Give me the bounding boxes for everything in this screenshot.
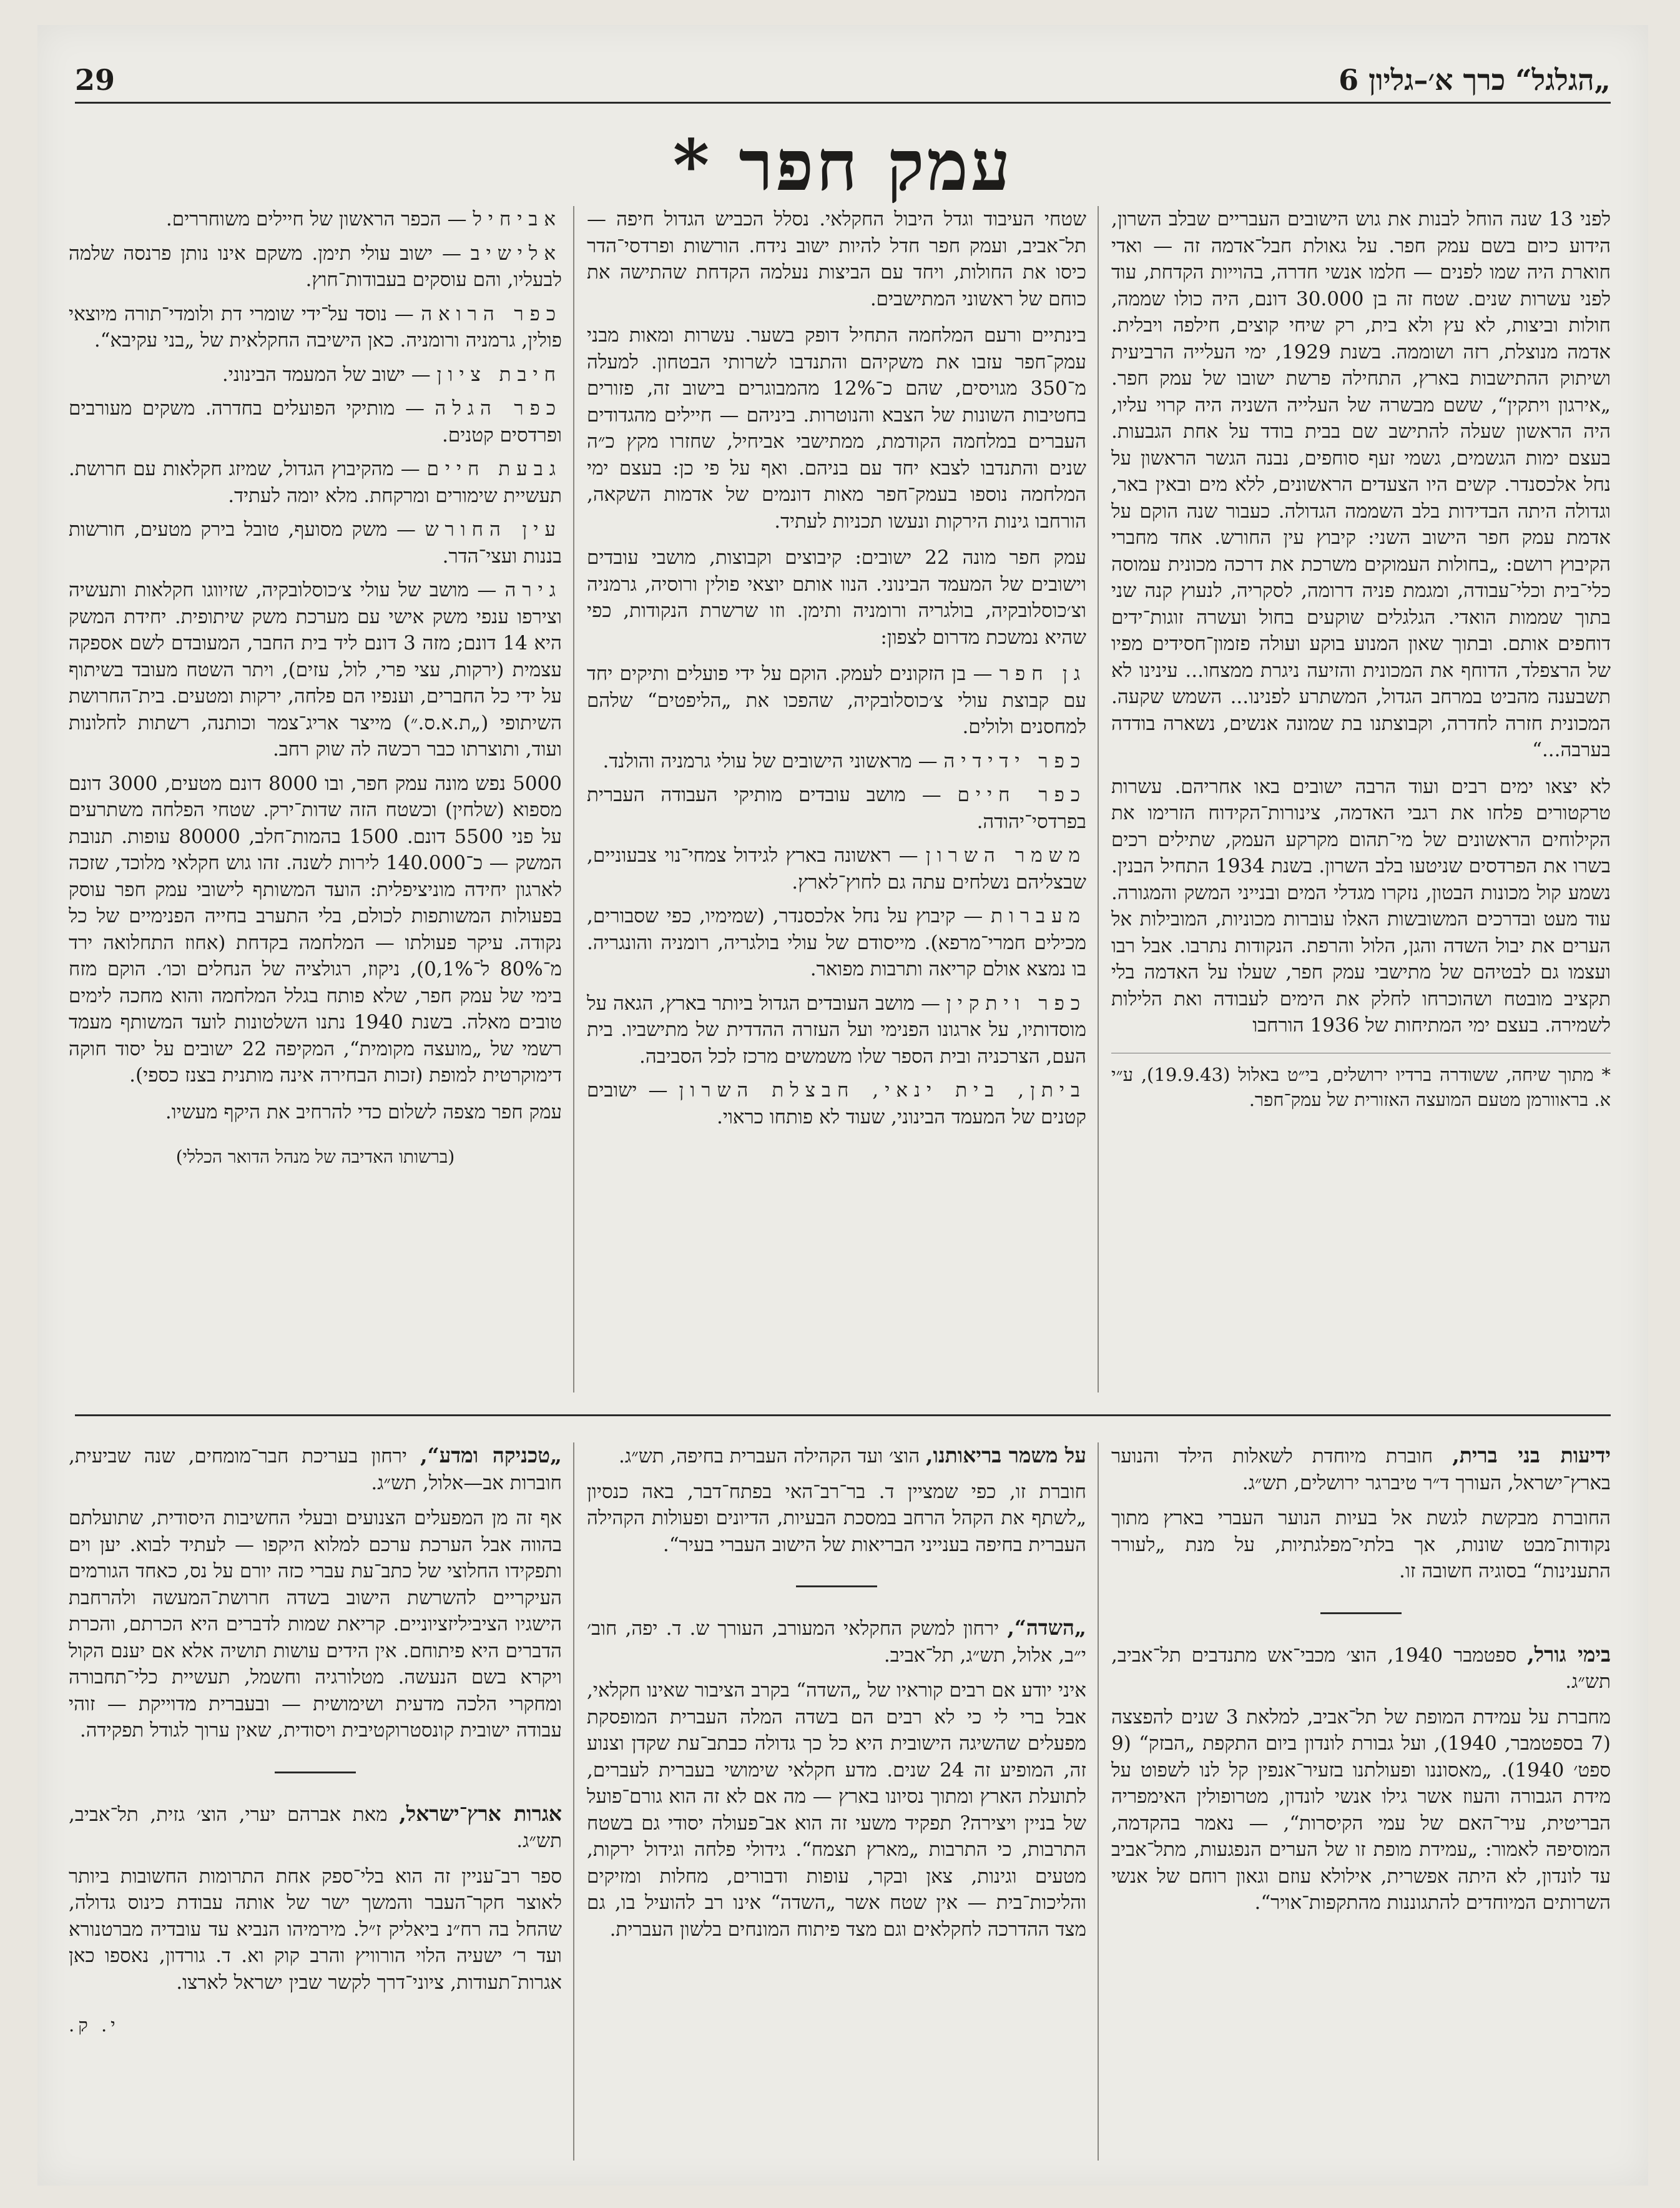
article-paragraph: שטחי העיבוד וגדל היבול החקלאי. נסלל הכביש הגדול חיפה — תל־אביב, ועמק חפר חדל להיות ישוב נידח. הורשות ופרדסי־הדר כיסו את החולות, ויחד עם הביצות נעלמה הקדחת שהתישה את כוחם של ראשוני המתישבים. [587,208,1086,310]
dash-separator: — [905,784,958,806]
settlement-entry [587,1077,1086,1130]
settlement-name: כפר ויתקין [946,992,1086,1015]
article-column-left [69,206,562,1399]
settlement-name: אביחיל [473,208,562,230]
review-body [69,1863,562,1996]
settlement-list [69,206,562,763]
settlement-description: נוסד על־ידי שומרי דת ולומדי־תורה מיוצאי פולין, גרמניה ורומניה. כאן הישיבה החקלאית של „בני עקיבא“. [69,302,562,352]
review-title: „השדה“, [1007,1615,1086,1640]
review-citation [1111,1442,1611,1496]
review-text: אף זה מן המפעלים הצנועים ובעלי החשיבות היסודית, שתועלתם בהווה אבל הערכת ערכם למלוא היקפו — לעתיד לבוא. יען וים ותפקידו החלוצי של כתב־עת עברי כזה יורם על נס, כאחד הגורמים העיקריים להשרשת הישוב בשדה חרושת־המעשה ולהרחבת הישגיו הציביליזציוניים. קריאת שמות לדברים היא הכרתם, והכרת הדברים היא פיתוחם. אין הידים עושות תושיה אלא אם יענם הקול ויקרא בשם הנעשה. מטלורגיה וחשמל, תעשיית כלי־תחבורה ומחקרי הלכה מדעית ושימושית — ובעברית מדוייקת — זוהי עבודה ישובית קונסטרוקטיבית ויסודית, שאין ערוך לגודל תפקידה. [69,1507,562,1742]
settlement-description: ישוב עולי תימן. משקם אינו נותן פרנסה שלמה לבעליו, והם עוסקים בעבודות־חוץ. [69,242,562,291]
publication-issue: „הגלגל“ כרך א׳–גליון 6 [1339,63,1611,97]
dash-separator: — [387,302,421,325]
settlement-entry [69,206,562,233]
settlement-entry [587,842,1086,895]
review-text: מאת אברהם יערי, הוצ׳ גזית, תל־אביב, תש״ג. [69,1803,562,1852]
article-column-right [1111,206,1611,1399]
review-separator [796,1585,877,1587]
settlement-name: עין החורש [425,518,562,541]
settlement-entry [587,990,1086,1070]
settlement-entry [587,748,1086,775]
dash-separator: — [911,749,944,772]
settlement-name: גירה [504,579,562,601]
review-title: אגרות ארץ־ישראל, [399,1801,562,1826]
review-separator [275,1772,356,1773]
review-title: ידיעות בני ברית, [1452,1443,1611,1467]
settlement-description: קיבוץ על נחל אלכסנדר, (שמימיו, כפי שסבורים, מכילים חמרי־מרפא). מייסודם של עולי בולגריה, רומניה והונגריה. בו נמצא אולם קריאה ותרבות מפואר. [587,905,1086,980]
review-citation [587,1615,1086,1668]
dash-separator: — [469,579,505,601]
footnote: * מתוך שיחה, ששודרה ברדיו ירושלים, בי״ט באלול (19.9.43), ע״י א. בראוורמן מטעם המועצה האזורית של עמק־חפר. [1111,1053,1611,1112]
settlement-description: ישוב של המעמד הבינוני. [222,363,405,386]
running-header [75,47,1611,104]
magazine-page [37,25,1648,2186]
settlement-entry [587,782,1086,835]
settlement-name: גן חפר [999,663,1086,685]
article-column-middle [587,206,1086,1399]
article-title: עמק חפר * [672,125,1013,207]
article-paragraph: עמק חפר מונה 22 ישובים: קיבוצים וקבוצות, מושבי עובדים וישובים של המעמד הבינוני. הנוו אותם יוצאי פולין ורוסיה, גרמניה וצ׳כוסלובקיה, בולגריה ורומניה ותימן. וזו שרשרת הנקודות, כפי שהיא נמשכת מדרום לצפון: [587,546,1086,649]
settlement-description: ישובים קטנים של המעמד הבינוני, שעוד לא פותחו כראוי. [587,1079,1086,1128]
review-text: חוברת מיוחדת לשאלות הילד והנוער בארץ־ישראל, העורך ד״ר טיברגר ירושלים, תש״ג. [1111,1445,1611,1494]
settlement-description: מושב העובדים הגדול ביותר בארץ, הגאה על מוסדותיו, על ארגונו הפנימי ועל העזרה ההדדית של מתישביו. בית העם, הצרכניה ובית הספר שלו משמשים מרכז לכל הסביבה. [587,992,1086,1068]
review-citation [69,1442,562,1496]
settlement-description: בן הזקונים לעמק. הוקם על ידי פועלים ותיקים יחד עם קבוצת עולי צ׳כוסלובקיה, שהפכו את „הליפטים“ שלהם למחסנים ולולים. [587,663,1086,738]
dash-separator: — [441,208,473,230]
settlement-name: כפר הגלה [435,397,562,420]
column-divider [573,1442,574,2161]
reviewer-signature: י. ק. [69,2014,119,2036]
review-text: איני יודע אם רבים קוראיו של „השדה“ בקרב הציבור שאינו חקלאי, אבל ברי לי כי לא רבים הם בשדה המלה העברית המופסקת מפעלים שהשיגה הישובית היא כל כך גדולה כבתב־עת שקדן וצנוע זה, המופיע זה 24 שנים. מדע חקלאי שימושי בעברית לעברים, לתועלת הארץ ומתוך נסיונו בארץ — מה אם לא זה הוא גורם־פועל של בניין ויצירה? תפקיד משעי זה הוא אב־פעולה יסודי גם בשטח התרבות, כי התרבות „מארץ תצמח“. גידולי פלחה וגידול ירקות, מטעים וגינות, צאן ובקר, עופות ודבורים, מחלות ומזיקים והליכות־בית — אין שטח אשר „השדה“ אינו רב להועיל בו, גם מצד ההדרכה לחקלאים וגם מצד פיתוח המונחים בלשון העברית. [587,1679,1086,1941]
dash-separator: — [433,242,471,265]
settlement-name: כפר חיים [957,784,1086,806]
credit-line: (ברשותו האדיבה של מנהל הדואר הכללי) [175,1146,455,1167]
dash-separator: — [955,905,991,927]
dash-separator: — [387,518,425,541]
review-text: ספטמבר 1940, הוצ׳ מכבי־אש מתנדבים תל־אביב, תש״ג. [1111,1644,1611,1693]
review-text: החוברת מבקשת לגשת אל בעיות הנוער העברי בארץ מתוך נקודות־מבט שונות, אך בלתי־מפלגתיות, על מנת „לעורר התענינות“ בסוגיה חשובה זו. [1111,1507,1611,1582]
settlement-name: מעברות [991,905,1086,927]
settlement-entry [69,516,562,569]
page-number: 29 [75,63,115,97]
dash-separator: — [891,844,926,867]
settlement-description: מראשוני הישובים של עולי גרמניה והולנד. [602,749,912,772]
review-citation [587,1442,1086,1470]
dash-separator: — [915,992,946,1015]
dash-separator: — [405,363,437,386]
review-title: „טכניקה ומדע“, [420,1443,562,1467]
settlement-entry [69,240,562,293]
review-citation [69,1801,562,1855]
dash-separator: — [966,663,1000,685]
settlement-description: מותיקי הפועלים בחדרה. משקים מעורבים ופרדסים קטנים. [69,397,562,446]
review-body [69,1505,562,1744]
settlement-entry [587,661,1086,741]
review-text: ירחון בעריכת חבר־מומחים, שנה שביעית, חוברות אב—אלול, תש״ג. [69,1445,562,1494]
column-divider [573,206,574,1392]
settlement-entry [69,456,562,509]
article-paragraph: 5000 נפש מונה עמק חפר, ובו 8000 דונם מטעים, 3000 דונם מספוא (שלחין) וכשטח הזה שדות־ירק. שטחי הפלחה משתרעים על פני 5500 דונם. 1500 בהמות־חלב, 80000 עופות. תנובת המשק — כ־140.000 לירות לשנה. זהו גוש חקלאי מלוכד, שזכה לארגון יחידה מוניציפלית: הועד המשותף לישובי עמק חפר עוסק בפעולות המשותפות לכולם, בלי התערב בחייה הפנימיים של כל נקודה. עיקר פעולתו — המלחמה בקדחת (אחוז התחלואה ירד מ־80% ל־0,1%), ניקוז, רגולציה של הנחלים וכו׳. הוקם מזח בימי של עמק חפר, שלא פותח בגלל המלחמה והוא מחכה לימים טובים מאלה. בשנת 1940 נתנו השלטונות לועד המשותף מעמד רשמי של „מועצה מקומית“, המקיפה 22 ישובים על יסוד חוקה דימוקרטית למופת (זכות הבחירה אינה מותנית בצנז כספי). [69,772,562,1087]
review-body [1111,1505,1611,1585]
settlement-name: משמר השרון [925,844,1086,867]
review-separator [1320,1612,1402,1614]
review-text: ירחון למשק החקלאי המעורב, העורך ש. ד. יפה, חוב׳ י״ב, אלול, תש״ג, תל־אביב. [587,1617,1086,1667]
reviews-column-left [69,1442,562,2161]
settlement-name: ביתן, בית ינאי, חבצלת השרון [679,1079,1086,1102]
dash-separator: — [393,458,427,480]
settlement-entry [69,395,562,448]
dash-separator: — [395,397,435,420]
article-paragraph: עמק חפר מצפה לשלום כדי להרחיב את היקף מעשיו. [165,1100,562,1123]
settlement-name: אלישיב [470,242,562,265]
settlement-list [587,661,1086,1130]
review-title: בימי גורל, [1527,1642,1611,1667]
review-text: חוברת זו, כפי שמציין ד. בר־רב־האי בפתח־דבר, באה כנסיון „לשתף את הקהל הרחב במסכת הבעיות, הדיונים ופעולות הקהילה העברית בחיפה בענייני הבריאות של הישוב העברי בעיר“. [587,1480,1086,1556]
settlement-name: כפר ידידיה [943,749,1086,772]
settlement-description: מהקיבוץ הגדול, שמיזג חקלאות עם חרושת. תעשיית שימורים ומרקחת. מלא יומה לעתיד. [69,458,562,507]
review-body [587,1479,1086,1559]
column-divider [1098,1442,1099,2161]
settlement-description: הכפר הראשון של חיילים משוחררים. [165,208,441,230]
column-divider [1098,206,1099,1392]
settlement-entry [69,301,562,354]
article-paragraph: לא יצאו ימים רבים ועוד הרבה ישובים באו אחריהם. עשרות טרקטורים פלחו את רגבי האדמה, צינורות־הקידוח הזרימו את הקילוחים הראשונים של מי־תהום מקרקע העמק, שתילים רכים בשרו את הפרדסים שניטעו בלב השרון. בשנת 1934 התחיל הבנין. נשמע קול מכונות הבטון, נזקרו מגדלי המים ובנייני המשק והמגורה. עוד מעט ובדרכים המשובשות האלו עוברות מכוניות, המובילות אל הערים את יבול השדה והגן, הלול והרפת. הנקודות נתרבו. אבל רבו ועצמו גם לבטיהם של מתישבי עמק חפר, שעלו על האדמה בלי תקציב מובטח ושהוכרחו לחלק את הימים לעבודה ואת הלילות לשמירה. בעצם ימי המתיחות של 1936 הורחבו [1111,775,1611,1037]
settlement-name: חיבת ציון [436,363,562,386]
review-body [587,1677,1086,1943]
settlement-entry [69,577,562,763]
review-title: על משמר בריאותנו, [926,1443,1086,1467]
review-text: ספר רב־עניין זה הוא בלי־ספק אחת התרומות החשובות ביותר לאוצר חקר־העבר והמשך ישר של אותה עבודת כינוס גדולה, שהחל בה רח״נ ביאליק ז״ל. מירמיהו הנביא עד עובדיה מברטנורא ועד ר׳ ישעיה הלוי הורוויץ והרב קוק וא. ד. גורדון, נאספו כאן אגרות־תעודות, ציוני־דרך לקשר שבין ישראל לארצו. [69,1865,562,1994]
review-body [1111,1704,1611,1916]
settlement-description: ראשונה בארץ לגידול צמחי־נוי צבעוניים, שבצליהם נשלחים עתה גם לחוץ־לארץ. [587,844,1086,894]
dash-separator: — [637,1079,679,1102]
review-text: הוצ׳ ועד הקהילה העברית בחיפה, תש״ג. [618,1445,920,1467]
article-paragraph: לפני 13 שנה הוחל לבנות את גוש הישובים העבריים שבלב השרון, הידוע כיום בשם עמק חפר. על גאולת חבל־אדמה זה — ואדי חוארת היה שמו לפנים — חלמו אנשי חדרה, בהוייות הקדחת, עוד לפני עשרות שנים. שטח זה בן 30.000 דונם, היה כולו שממה, חולות וביצות, לא עץ ולא בית, רק שיחי קוצים, חילפה ויבלית. אדמה מנוצלת, רזה ושוממה. בשנת 1929, ימי העלייה הרביעית ושיתוק ההתישבות בארץ, התחילה פרשת ישובו של עמק חפר. „אירגון ויתקין“, ששם מבשרה של העלייה השניה היה קרוי עליו, היה הראשון שעלה להתישב שם בבית בודד על אחת הגבעות. בעצם ימות הגשמים, גשמי זעף סוחפים, נבנה הגשר הראשון על נחל אלכסנדר. קשים היו הצעדים הראשונים, ללא מים ובאין באר, וגדולה היתה הבדידות בלב השממה הגדולה. כעבור שנה הוקם על אדמת עמק חפר הישוב השני: קיבוץ עין החורש. אחד מחברי הקיבוץ רושם: „בחולות העמוקים משרכת את דרכה מכונית עמוסה כלי־בית וכלי־עבודה, ומגמת פניה דרומה, לסקריה, לנעוץ קנה שני בתוך שממות הואדי. הגלגלים שוקעים בחול ועשרה זוגות־ידים דוחפים אותם. ובתוך שאון המנוע בוקע ועולה פזמון־חסידים מפיו של הרצפלד, הדוחף את המכונית והזיעה ניגרת ממצחו... עינינו לא תשבענה מהביט במרחב הגדול, המשתרע לפנינו... השמש שקעה. המכונית חזרה לחדרה, וקבוצתנו בת שמונה אנשים, נשארה בודדה בערבה...“ [1111,208,1611,761]
settlement-name: גבעת חיים [426,458,562,480]
reviews-column-right [1111,1442,1611,2161]
settlement-entry [69,362,562,388]
settlement-description: מושב עובדים מותיקי העבודה העברית בפרדסי־יהודה. [587,784,1086,833]
review-citation [1111,1642,1611,1695]
review-text: מחברת על עמידת המופת של תל־אביב, למלאת 3 שנים להפצצה (7 בספטמבר, 1940), ועל גבורת לונדון ביום התקפת „הבזק“ (9 ספט׳ 1940). „מאסוננו ופעולתנו בזעיר־אנפין קל לנו לשפוט על מידת הגבורה והעוז אשר גילו אנשי לונדון, מטרופולין האימפריה הבריטית, עיר־האם של עמי הקיסרות“, — נאמר בהקדמה, המוסיפה לאמור: „עמידת מופת זו של הערים הנפגעות, מתל־אביב עד לונדון, לא היתה אפשרית, אילולא עוזם וגאון רוחם של אנשי השרותים המיוחדים להתגוננות מהתקפות־אויר“. [1111,1705,1611,1914]
settlement-description: משק מסועף, טובל בירק מטעים, חורשות בננות ועצי־הדר. [69,518,562,568]
settlement-description: מושב של עולי צ׳כוסלובקיה, שזיווגו חקלאות ותעשיה וצירפו ענפי משק אישי עם מערכת משק שיתופית. יחידת המשק היא 14 דונם; מזה 3 דונם ליד בית החבר, המעובדם לשם אספקה עצמית (ירקות, עצי פרי, לול, עזים), ויתר השטח מעובד בשיתוף על ידי כל החברים, וענפיו הם פלחה, ירקות ומטעים. בית־החרושת השיתופי („ת.א.ס.״) מייצר אריג־צמר וכותנה, רשתות לחלונות ועוד, ותוצרתו כבר רכשה לה שוק רחב. [69,579,562,761]
settlement-name: כפר הרואה [421,302,562,325]
settlement-entry [587,903,1086,983]
section-divider [75,1414,1611,1416]
article-paragraph: בינתיים ורעם המלחמה התחיל דופק בשער. עשרות ומאות מבני עמק־חפר עזבו את משקיהם והתנדבו לשרותי הבטחון. למעלה מ־350 מגויסים, שהם כ־12% מהמבוגרים בישוב זה, פזורים בחטיבות השונות של הצבא והנוטרות. ביניהם — חיילים מהגדודים העברים במלחמה הקודמת, ממתישבי אביחיל, שחזרו מקץ כ״ה שנים והתנדבו לצבא יחד עם בניהם. ואף על פי כן: בעצם ימי המלחמה נוספו בעמק־חפר מאות דונמים של אדמות השקאה, הורחבו גינות הירקות ונעשו תכניות לעתיד. [587,324,1086,533]
reviews-column-middle [587,1442,1086,2161]
